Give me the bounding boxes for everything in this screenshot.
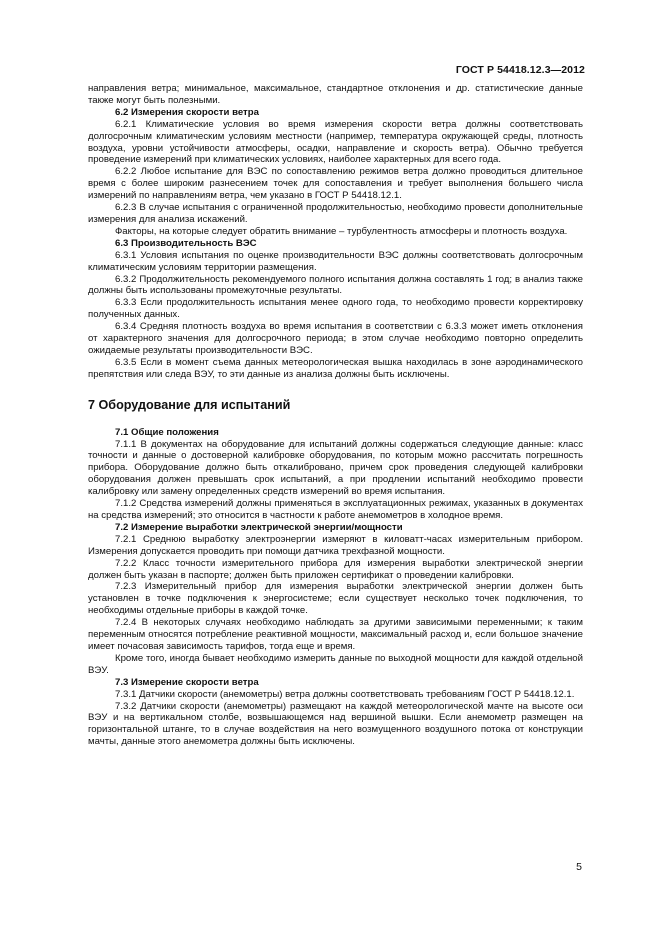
paragraph-7-3-2: 7.3.2 Датчики скорости (анемометры) размещают на каждой метеорологической мачте на высоте оси ВЭУ и на вертикальном столбе, возвышающемся над вершиной вышки. Если анемометр размещен на горизонтальной штанге, то в случае воздействия на него возмущенного воздушного потока от конструкции мачты, данные этого анемометра должны быть исключены. (88, 700, 583, 748)
paragraph-7-3-1: 7.3.1 Датчики скорости (анемометры) ветра должны соответствовать требованиям ГОСТ Р 54418.12.1. (115, 688, 575, 700)
paragraph-6-1-continued: направления ветра; минимальное, максимальное, стандартное отклонения и др. статистические данные также могут быть полезными. (88, 83, 583, 106)
paragraph-6-3-2: 6.3.2 Продолжительность рекомендуемого полного испытания должна составлять 1 год; в анализ также должны быть использованы промежуточные результаты. (88, 273, 583, 297)
paragraph-6-3-1: 6.3.1 Условия испытания по оценке производительности ВЭС должны соответствовать долгосрочным климатическим условиям территории размещения. (88, 249, 583, 273)
paragraph-6-2-3-factors: Факторы, на которые следует обратить внимание – турбулентность атмосферы и плотность воздуха. (115, 225, 568, 237)
paragraph-7-2-1: 7.2.1 Среднюю выработку электроэнергии измеряют в киловатт-часах измерительным прибором. Измерения допускается проводить при помощи датчика трехфазной мощности. (88, 533, 583, 557)
subsection-6-2-heading: 6.2 Измерения скорости ветра (115, 106, 259, 118)
subsection-6-3-heading: 6.3 Производительность ВЭС (115, 237, 257, 249)
paragraph-7-2-2: 7.2.2 Класс точности измерительного прибора для измерения выработки электрической энергии должен быть указан в паспорте; должен быть приложен сертификат о проведении калибровки. (88, 557, 583, 581)
paragraph-7-2-3: 7.2.3 Измерительный прибор для измерения выработки электрической энергии должен быть установлен в точке подключения к энергосистеме; если существует несколько точек подключения, то необходимы отдельные приборы в каждой точке. (88, 581, 583, 617)
paragraph-6-3-4: 6.3.4 Средняя плотность воздуха во время испытания в соответствии с 6.3.3 может иметь отклонения от характерного значения для долгосрочного периода; в этом случае необходимо повторно определить ожидаемые результаты производительности ВЭС. (88, 321, 583, 356)
paragraph-7-2-4: 7.2.4 В некоторых случаях необходимо наблюдать за другими зависимыми переменными; к таким переменным относятся потребление реактивной мощности, максимальный расход и, если большое значение имеет почасовая зависимость тарифов, тогда еще и время. (88, 617, 583, 652)
subsection-7-1-heading: 7.1 Общие положения (115, 426, 219, 438)
document-number-header: ГОСТ Р 54418.12.3—2012 (455, 64, 585, 76)
document-body (88, 83, 583, 748)
page-number: 5 (576, 861, 582, 873)
section-7-heading: 7 Оборудование для испытаний (88, 397, 291, 412)
paragraph-7-1-2: 7.1.2 Средства измерений должны применяться в эксплуатационных режимах, указанных в документах на средства измерений; это относится в частности к работе анемометров в холодное время. (88, 498, 583, 521)
paragraph-6-2-2: 6.2.2 Любое испытание для ВЭС по сопоставлению режимов ветра должно проводиться длительное время с более широким разнесением точек для сопоставления и требует выполнения большего числа измерений по направлениям ветра, чем указано в ГОСТ Р 54418.12.1. (88, 166, 583, 202)
paragraph-7-1-1: 7.1.1 В документах на оборудование для испытаний должны содержаться следующие данные: класс точности и данные о достоверной калибровке оборудования, по которым можно рассчитать погрешность прибора. Оборудование должно быть откалибровано, причем срок проведения следующей калибровки оборудования должен превышать срок испытаний, а при продлении испытаний необходимо провести калибровку или замену определенных средств измерений во время испытания. (88, 438, 583, 498)
paragraph-6-2-3: 6.2.3 В случае испытания с ограниченной продолжительностью, необходимо провести дополнительные измерения для анализа искажений. (88, 202, 583, 225)
subsection-7-2-heading: 7.2 Измерение выработки электрической энергии/мощности (115, 521, 403, 533)
paragraph-7-2-4-output: Кроме того, иногда бывает необходимо измерить данные по выходной мощности для каждой отдельной ВЭУ. (88, 652, 583, 676)
paragraph-6-3-3: 6.3.3 Если продолжительность испытания менее одного года, то необходимо провести корректировку полученных данных. (88, 297, 583, 321)
paragraph-6-2-1: 6.2.1 Климатические условия во время измерения скорости ветра должны соответствовать долгосрочным климатическим условиям местности (например, температура окружающей среды, плотность воздуха, уровни устойчивости атмосферы, осадки, направление и скорость ветра). Обычно требуется проведение измерений при климатических условиях, наиболее характерных для всего года. (88, 118, 583, 166)
subsection-7-3-heading: 7.3 Измерение скорости ветра (115, 676, 259, 688)
paragraph-6-3-5: 6.3.5 Если в момент съема данных метеорологическая вышка находилась в зоне аэродинамического препятствия или следа ВЭУ, то эти данные из анализа должны быть исключены. (88, 356, 583, 380)
